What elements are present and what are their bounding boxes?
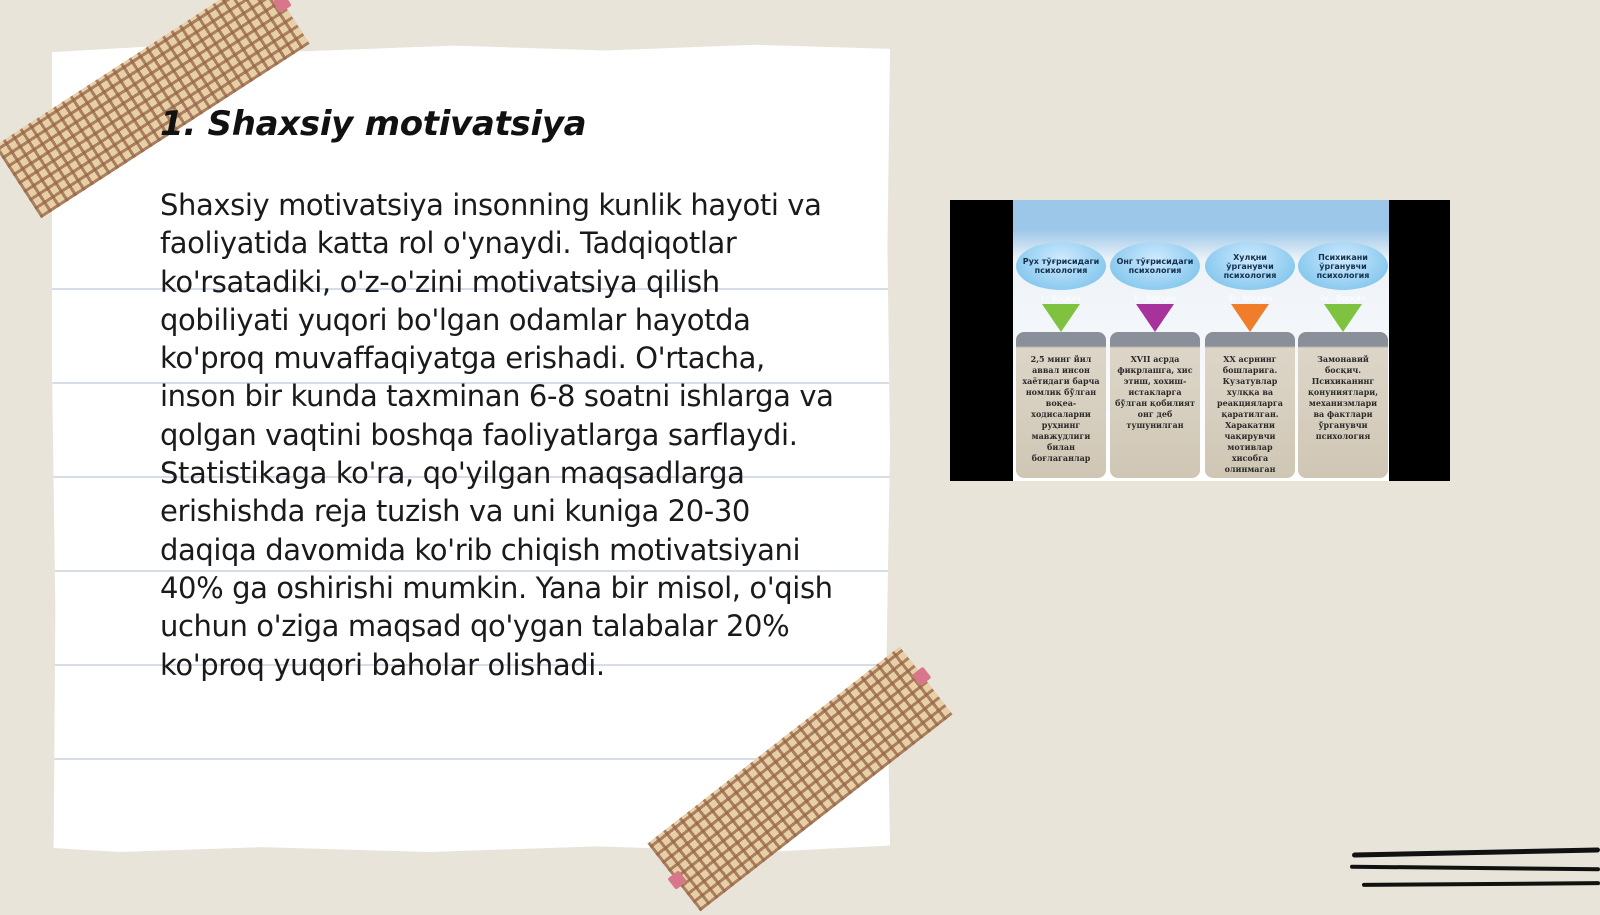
stage-heading: Онг тўғрисидаги психология: [1110, 242, 1200, 290]
decorative-stroke: [1350, 865, 1600, 872]
tape-end: [912, 667, 932, 687]
stage-description: XX асрнинг бошларига. Кузатувлар хулққа ва реакцияларга қаратилган. Харакатни чақирувчи мотивлар хисобга олинмаган: [1205, 332, 1295, 478]
stage-label: II - босқич: [1134, 294, 1176, 303]
slide-title: 1. Shaxsiy motivatsiya: [160, 104, 587, 144]
slide-body-text: Shaxsiy motivatsiya insonning kunlik hayoti va faoliyatida katta rol o'ynaydi. Tadqiqotlar ko'rsatadiki, o'z-o'zini motivatsiya qilish qobiliyati yuqori bo'lgan odamlar hayotda ko'proq muvaffaqiyatga erishadi. O'rtacha, inson bir kunda taxminan 6-8 soatni ishlarga va qolgan vaqtini boshqa faoliyatlarga sarflaydi. Statistikaga ko'ra, qo'yilgan maqsadlarga erishishda reja tuzish va uni kuniga 20-30 daqiqa davomida ko'rib chiqish motivatsiyani 40% ga oshirishi mumkin. Yana bir misol, o'qish uchun o'ziga maqsad qo'ygan talabalar 20% ko'proq yuqori baholar olishadi.: [160, 188, 834, 682]
figure-diagram: [1013, 200, 1389, 481]
stage-heading: Рух тўғрисидаги психология: [1016, 242, 1106, 290]
stage-description: Замонавий босқич. Психиканинг қонуниятлари, механизмлари ва фактлари ўрганувчи психология: [1298, 332, 1388, 478]
stage-description: 2,5 минг йил аввал инсон хаётидаги барча номлик бўлган воқеа-ходисаларни руҳнинг мавжудлиги билан боғлаганлар: [1016, 332, 1106, 478]
arrow-down-icon: [1324, 304, 1362, 332]
decorative-stroke: [1362, 881, 1600, 887]
arrow-down-icon: [1042, 304, 1080, 332]
stage-label: IV - босқич: [1320, 294, 1366, 303]
stage-heading: Психикани ўрганувчи психология: [1298, 242, 1388, 290]
tape-end: [667, 870, 687, 890]
tape-end: [272, 0, 291, 13]
psychology-stages-figure: [950, 200, 1450, 481]
stage-column-1: [1016, 242, 1106, 481]
arrow-down-icon: [1231, 304, 1269, 332]
stage-description: XVII асрда фикрлашга, хис этиш, хохиш-истакларга бўлган қобилият онг деб тушунилган: [1110, 332, 1200, 478]
stage-column-4: [1298, 242, 1388, 481]
stage-column-3: [1205, 242, 1295, 481]
decorative-stroke: [1352, 847, 1600, 857]
arrow-down-icon: [1136, 304, 1174, 332]
stage-heading: Хулқни ўрганувчи психология: [1205, 242, 1295, 290]
stage-column-2: [1110, 242, 1200, 481]
stage-label: III - босқич: [1227, 294, 1273, 303]
stage-label: I - босқич: [1041, 294, 1081, 303]
